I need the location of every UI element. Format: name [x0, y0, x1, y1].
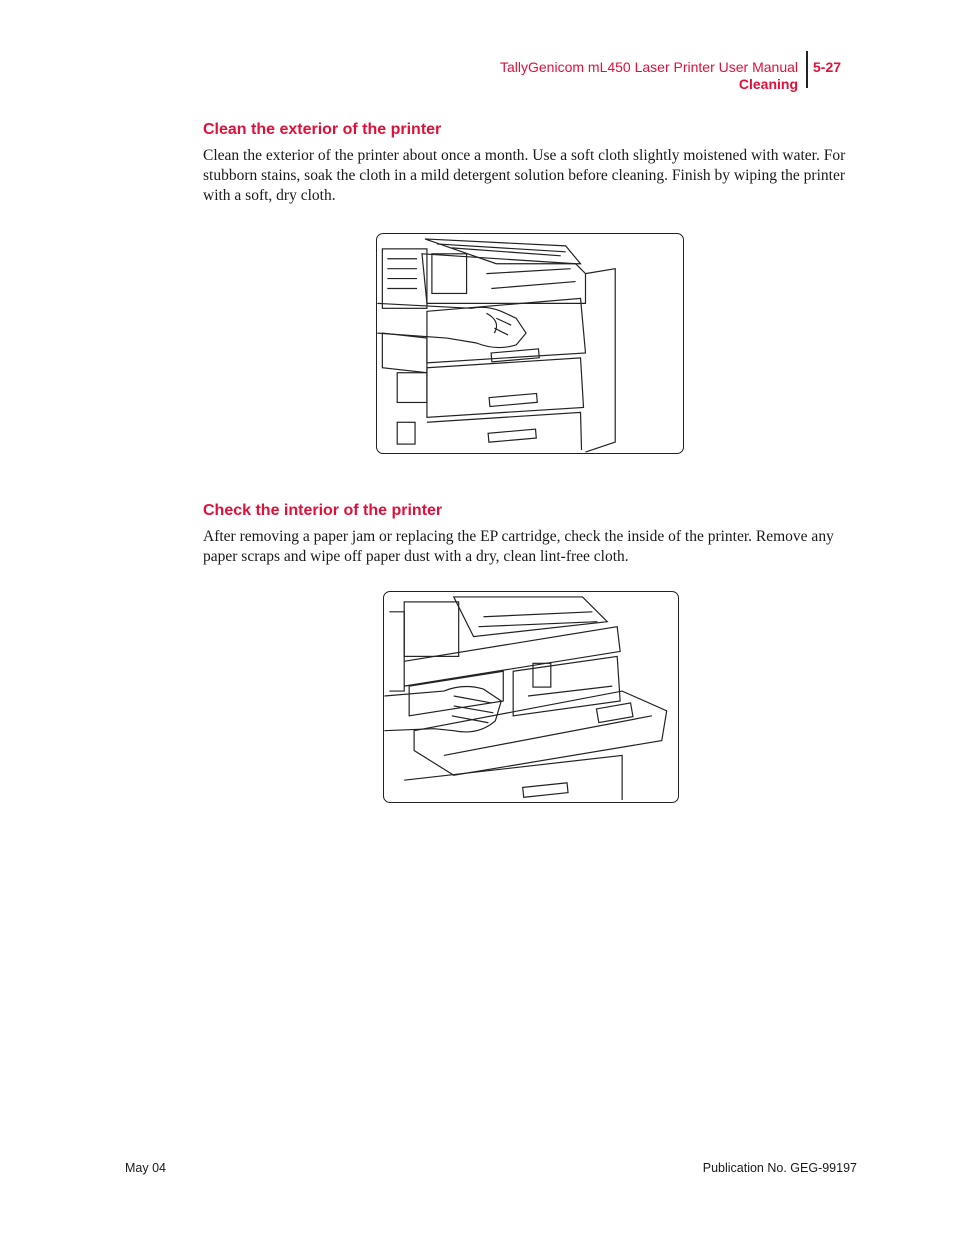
section-body-interior: After removing a paper jam or replacing the EP cartridge, check the inside of the printer. Remove any paper scraps and wipe off paper dust with a dry, clean lint-free cloth. — [203, 528, 834, 565]
page-number: 5-27 — [813, 59, 842, 75]
footer-publication: Publication No. GEG-99197 — [702, 1161, 857, 1175]
header-divider — [806, 51, 808, 88]
footer-date: May 04 — [125, 1161, 166, 1175]
section-body-exterior: Clean the exterior of the printer about once a month. Use a soft cloth slightly moistened with water. For stubborn stains, soak the cloth in a mild detergent solution before cleaning. Finish by wiping the printer with a soft, dry cloth. — [203, 147, 846, 204]
section-heading-exterior: Clean the exterior of the printer — [203, 121, 442, 138]
exterior-cleaning-illustration — [376, 233, 684, 454]
section-heading-interior: Check the interior of the printer — [203, 502, 443, 519]
running-header-section: Cleaning — [738, 76, 798, 92]
running-header-title: TallyGenicom mL450 Laser Printer User Manual — [499, 59, 798, 75]
interior-cleaning-illustration — [383, 591, 679, 803]
